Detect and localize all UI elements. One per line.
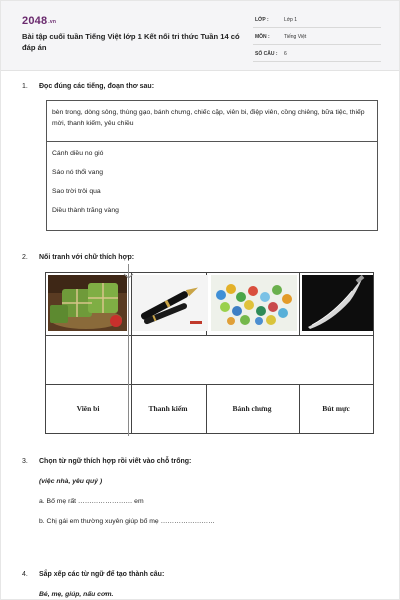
meta-key: LỚP : xyxy=(255,17,269,23)
fill-item-b[interactable]: b. Chị gái em thường xuyên giúp bố mẹ …………………… xyxy=(39,518,215,525)
meta-value: Lớp 1 xyxy=(284,17,298,23)
meta-value: Tiếng Việt xyxy=(284,34,307,40)
meta-row-count xyxy=(253,47,381,62)
marbles-image xyxy=(211,275,297,331)
fill-item-a[interactable]: a. Bố mẹ rất …………………… em xyxy=(39,498,144,505)
question-text: Chọn từ ngữ thích hợp rồi viết vào chỗ trống: xyxy=(39,458,192,465)
poem-line: Diều thành trăng vàng xyxy=(52,207,119,214)
meta-value: 6 xyxy=(284,51,287,57)
question-3 xyxy=(22,458,191,465)
word-scramble: Bé, mẹ, giúp, nấu cơm. xyxy=(39,591,114,598)
word-list: bèn trong, dòng sông, thùng gạo, bánh chưng, chiếc cặp, viên bi, điệp viên, cồng chiêng, bữa tiệc, thiếp mời, thanh kiếm, yêu chiều xyxy=(52,109,365,127)
label-thanh-kiem[interactable]: Thanh kiếm xyxy=(148,404,188,413)
worksheet-meta xyxy=(253,13,381,64)
connector-line[interactable] xyxy=(128,264,129,436)
question-text: Đọc đúng các tiếng, đoạn thơ sau: xyxy=(39,83,155,90)
word-hint: (việc nhà, yêu quý ) xyxy=(39,478,103,485)
site-logo[interactable] xyxy=(22,15,56,27)
question-1 xyxy=(22,83,154,90)
worksheet-header xyxy=(1,1,399,71)
meta-row-subject xyxy=(253,30,381,45)
label-but-muc[interactable]: Bút mực xyxy=(322,404,350,413)
label-vien-bi[interactable]: Viên bi xyxy=(76,404,100,413)
meta-key: SỐ CÂU : xyxy=(255,51,278,57)
question-text: Nối tranh với chữ thích hợp: xyxy=(39,254,135,261)
poem-line: Cánh diều no gió xyxy=(52,150,104,157)
pen-image xyxy=(132,275,208,331)
question-number: 1. xyxy=(22,83,28,90)
poem-line: Sao trời trôi qua xyxy=(52,188,101,195)
poem-line: Sáo nó thổi vang xyxy=(52,169,104,176)
connector-handle-icon[interactable] xyxy=(123,266,134,272)
meta-row-class xyxy=(253,13,381,28)
label-banh-chung[interactable]: Bánh chưng xyxy=(232,404,272,413)
logo-text: 2048 xyxy=(22,15,48,27)
worksheet-title: Bài tập cuối tuần Tiếng Việt lớp 1 Kết nối tri thức Tuần 14 có đáp án xyxy=(22,32,240,52)
banh-chung-image xyxy=(48,275,127,331)
question-number: 2. xyxy=(22,254,28,261)
question-4 xyxy=(22,571,164,578)
question-2 xyxy=(22,254,134,261)
sword-image xyxy=(302,275,373,331)
table-divider xyxy=(46,335,373,336)
question-text: Sắp xếp các từ ngữ để tạo thành câu: xyxy=(39,571,165,578)
question-number: 3. xyxy=(22,458,28,465)
meta-key: MÔN : xyxy=(255,34,270,40)
reading-box xyxy=(46,100,378,231)
table-divider xyxy=(299,273,300,335)
logo-suffix: .vn xyxy=(48,19,57,25)
word-list-cell xyxy=(47,101,377,142)
question-number: 4. xyxy=(22,571,28,578)
